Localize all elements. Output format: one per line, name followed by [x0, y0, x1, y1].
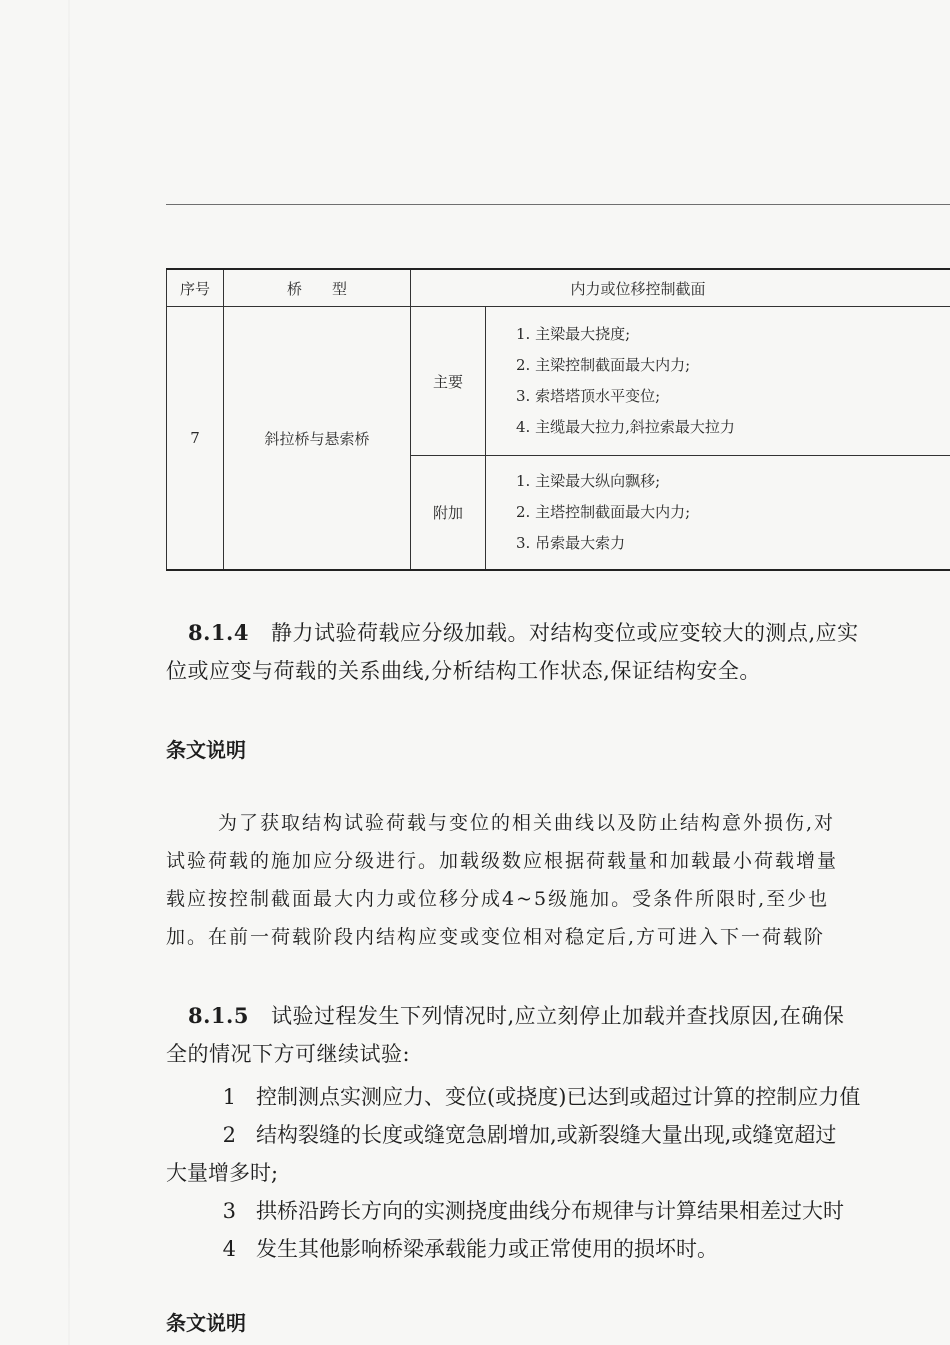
- category-extra: 附加: [411, 456, 486, 571]
- list-item: 2. 主梁控制截面最大内力;: [516, 356, 691, 374]
- note-title: 条文说明: [166, 738, 246, 762]
- note-line: 试验荷载的施加应分级进行。加载级数应根据荷载量和加载最小荷载增量: [166, 850, 839, 872]
- extra-items: [486, 456, 950, 571]
- note-line: 载应按控制截面最大内力或位移分成4~5级施加。受条件所限时,至少也: [166, 888, 830, 910]
- list-item: 4. 主缆最大拉力,斜拉索最大拉力: [516, 418, 735, 436]
- clause-number: 8.1.5: [188, 1003, 249, 1028]
- row-seq: 7: [167, 307, 224, 571]
- clause-8-1-5-line1: [166, 997, 844, 1035]
- condition-item: [166, 1119, 836, 1149]
- header-control-section: 内力或位移控制截面: [411, 269, 950, 307]
- category-main: 主要: [411, 307, 486, 456]
- condition-continuation: 大量增多时;: [166, 1161, 279, 1185]
- condition-text: 拱桥沿跨长方向的实测挠度曲线分布规律与计算结果相差过大时: [256, 1199, 844, 1223]
- condition-item: [166, 1081, 860, 1111]
- condition-number: 2: [222, 1123, 236, 1147]
- table-row: [167, 307, 950, 456]
- list-item: 1. 主梁最大挠度;: [516, 325, 631, 343]
- condition-text: 发生其他影响桥梁承载能力或正常使用的损坏时。: [256, 1237, 718, 1261]
- condition-item: [166, 1195, 844, 1225]
- clause-8-1-5-line2: 全的情况下方可继续试验:: [166, 1042, 411, 1066]
- condition-number: 4: [222, 1237, 236, 1261]
- clause-text: 静力试验荷载应分级加载。对结构变位或应变较大的测点,应实: [270, 621, 859, 645]
- list-item: 3. 吊索最大索力: [516, 534, 626, 552]
- clause-text: 试验过程发生下列情况时,应立刻停止加载并查找原因,在确保: [270, 1004, 845, 1028]
- header-seq: 序号: [167, 269, 224, 307]
- header-rule: [166, 204, 950, 205]
- condition-text: 控制测点实测应力、变位(或挠度)已达到或超过计算的控制应力值: [256, 1085, 861, 1109]
- page-edge-shadow: [68, 0, 70, 1345]
- main-items: [486, 307, 950, 456]
- list-item: 2. 主塔控制截面最大内力;: [516, 503, 691, 521]
- control-section-table: [166, 268, 950, 571]
- note-title: 条文说明: [166, 1311, 246, 1335]
- table-header-row: [167, 269, 950, 307]
- row-bridge-type: 斜拉桥与悬索桥: [224, 307, 411, 571]
- note-line: 加。在前一荷载阶段内结构应变或变位相对稳定后,方可进入下一荷载阶: [166, 926, 826, 948]
- condition-number: 3: [222, 1199, 236, 1223]
- clause-8-1-4-line1: [166, 614, 859, 652]
- condition-number: 1: [222, 1085, 236, 1109]
- note-line: 为了获取结构试验荷载与变位的相关曲线以及防止结构意外损伤,对: [218, 812, 836, 834]
- clause-number: 8.1.4: [188, 620, 249, 645]
- clause-8-1-4-line2: 位或应变与荷载的关系曲线,分析结构工作状态,保证结构安全。: [166, 659, 761, 683]
- list-item: 1. 主梁最大纵向飘移;: [516, 472, 661, 490]
- header-bridge-type: 桥 型: [224, 269, 411, 307]
- condition-item: [166, 1233, 718, 1263]
- list-item: 3. 索塔塔顶水平变位;: [516, 387, 661, 405]
- condition-text: 结构裂缝的长度或缝宽急剧增加,或新裂缝大量出现,或缝宽超过: [256, 1123, 837, 1147]
